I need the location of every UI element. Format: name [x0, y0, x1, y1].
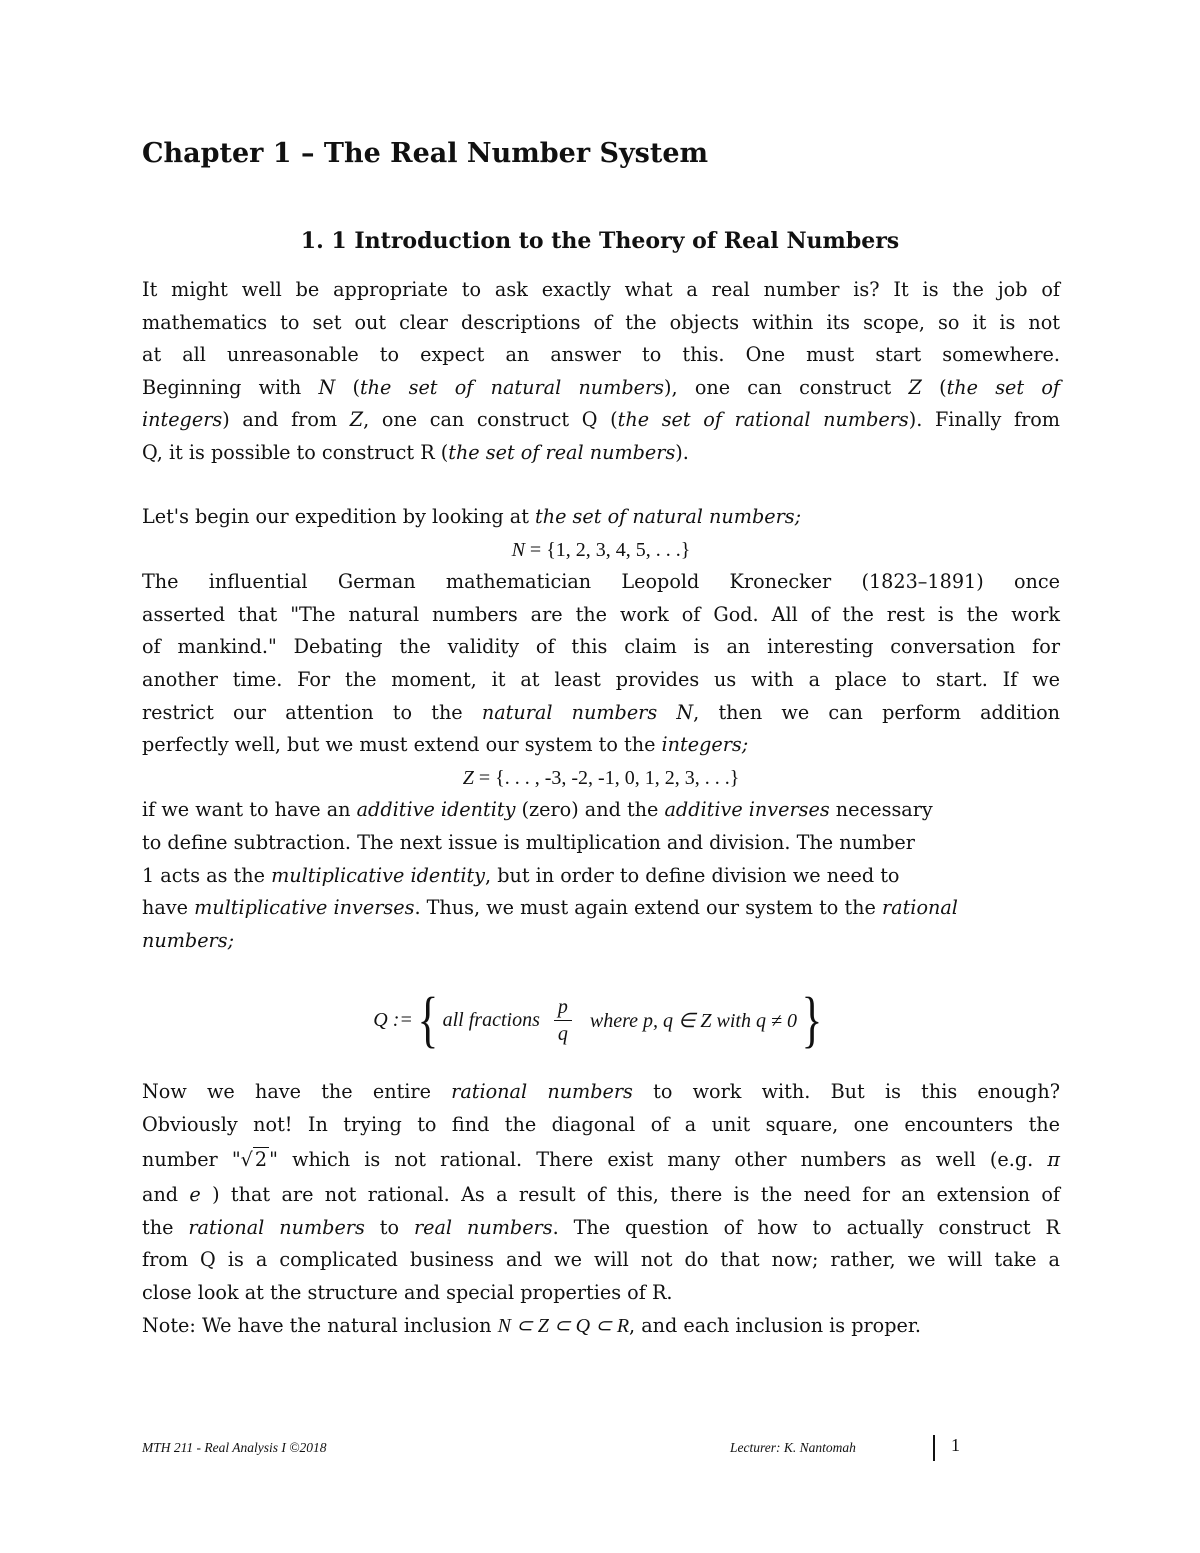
numerator: p: [554, 996, 572, 1021]
text-line: the rational numbers to real numbers. The question of how to actually construct R: [142, 1215, 1060, 1239]
footer-lecturer: Lecturer: K. Nantomah: [730, 1440, 856, 1455]
text-line: integers) and from Z, one can construct Q (the set of rational numbers). Finally from: [142, 408, 1060, 432]
text-line: The influential German mathematician Leopold Kronecker (1823–1891) once: [142, 570, 1060, 594]
text-line: Note: We have the natural inclusion N ⊂ Z ⊂ Q ⊂ R, and each inclusion is proper.: [142, 1313, 922, 1337]
text-line: to define subtraction. The next issue is multiplication and division. The number: [142, 830, 915, 854]
natural-numbers-equation: N = {1, 2, 3, 4, 5, . . .}: [511, 538, 691, 561]
text-line: number "√ 2 " which is not rational. There exist many other numbers as well (e.g. π: [142, 1148, 1060, 1172]
formula-lhs: Q :=: [373, 1008, 413, 1031]
formula-condition: where p, q ∈ Z with q ≠ 0: [589, 1009, 797, 1032]
square-root-symbol: √ 2: [240, 1148, 268, 1172]
rationals-definition-formula: [0, 985, 1200, 1055]
text-line: Let's begin our expedition by looking at the set of natural numbers;: [142, 505, 802, 528]
natural-numbers-paragraph: [142, 501, 1060, 957]
text-line: It might well be appropriate to ask exactly what a real number is? It is the job of: [142, 278, 1060, 301]
text-line: numbers;: [142, 928, 235, 952]
text-line: Now we have the entire rational numbers to work with. But is this enough?: [142, 1080, 1060, 1103]
text-line: another time. For the moment, it at least provides us with a place to start. If we: [142, 667, 1060, 691]
text-line: at all unreasonable to expect an answer to this. One must start somewhere.: [142, 343, 1060, 367]
text-line: Beginning with N (the set of natural numbers), one can construct Z (the set of: [142, 375, 1060, 399]
reals-paragraph: [142, 1076, 1060, 1342]
text-line: asserted that "The natural numbers are the work of God. All of the rest is the work: [142, 602, 1060, 626]
section-title: 1. 1 Introduction to the Theory of Real Numbers: [300, 228, 900, 254]
text-line: Q, it is possible to construct R (the set of real numbers).: [142, 440, 689, 464]
text-line: have multiplicative inverses. Thus, we must again extend our system to the rational: [142, 896, 958, 920]
chapter-title: Chapter 1 – The Real Number System: [142, 138, 709, 169]
text-line: if we want to have an additive identity (zero) and the additive inverses necessary: [142, 798, 933, 822]
footer-divider: [933, 1435, 935, 1461]
left-brace: {: [417, 986, 439, 1054]
intro-paragraph: [142, 274, 1060, 470]
footer-course: MTH 211 - Real Analysis I ©2018: [142, 1440, 327, 1455]
text-line: of mankind." Debating the validity of this claim is an interesting conversation for: [142, 635, 1060, 659]
text-line: and e ) that are not rational. As a result of this, there is the need for an extension of: [142, 1183, 1061, 1207]
fraction: [554, 996, 572, 1045]
text-line: close look at the structure and special properties of R.: [142, 1280, 673, 1304]
text-line: restrict our attention to the natural numbers N, then we can perform addition: [142, 700, 1060, 724]
denominator: q: [557, 1022, 568, 1045]
right-brace: }: [801, 986, 823, 1054]
formula-text: all fractions: [442, 1008, 540, 1031]
page-number: 1: [951, 1435, 960, 1455]
integers-equation: Z = {. . . , -3, -2, -1, 0, 1, 2, 3, . . .}: [462, 766, 740, 789]
text-line: mathematics to set out clear descriptions of the objects within its scope, so it is not: [142, 310, 1060, 334]
text-line: Obviously not! In trying to find the diagonal of a unit square, one encounters the: [142, 1112, 1060, 1136]
text-line: from Q is a complicated business and we will not do that now; rather, we will take a: [142, 1248, 1060, 1272]
text-line: perfectly well, but we must extend our system to the integers;: [142, 733, 749, 757]
text-line: 1 acts as the multiplicative identity, but in order to define division we need to: [142, 863, 900, 887]
